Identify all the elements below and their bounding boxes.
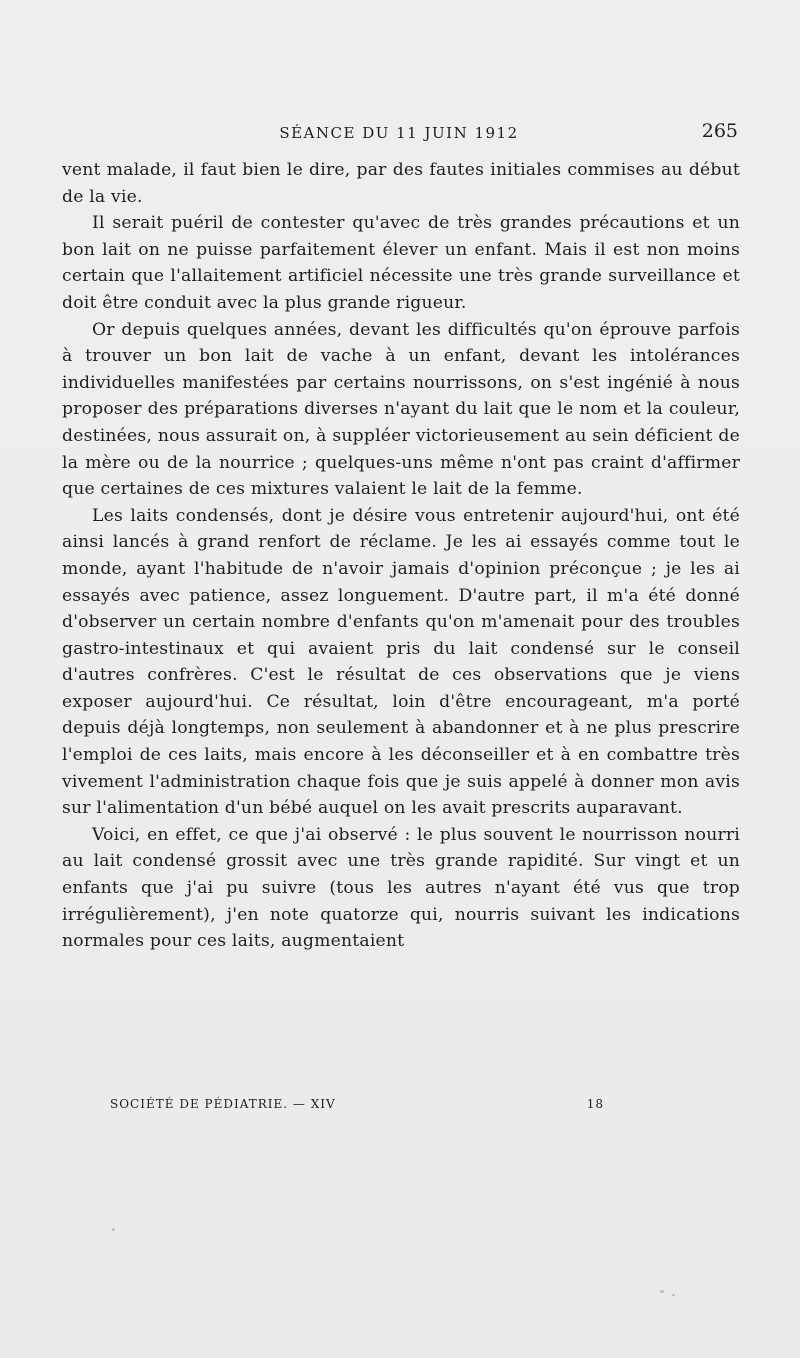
body-text <box>62 157 740 955</box>
paper-speck <box>672 1294 675 1296</box>
printer-signature: SOCIÉTÉ DE PÉDIATRIE. — XIV <box>110 1097 336 1111</box>
paper-speck <box>660 1290 664 1293</box>
running-title: SÉANCE DU 11 JUIN 1912 <box>279 124 519 142</box>
paper-speck <box>112 1228 115 1231</box>
paragraph: Il serait puéril de contester qu'avec de très grandes précautions et un bon lait on ne puisse parfaitement élever un enfant. Mais il est non moins certain que l'allaitement artificiel nécessite une très grande surveillance et doit être conduit avec la plus grande rigueur. <box>62 213 740 313</box>
page-number: 265 <box>701 120 738 142</box>
paragraph: Voici, en effet, ce que j'ai observé : le plus souvent le nourrisson nourri au lait condensé grossit avec une très grande rapidité. Sur vingt et un enfants que j'ai pu suivre (tous les autres n'ayant été vus que trop irrégulièrement), j'en note quatorze qui, nourris suivant les indications normales pour ces laits, augmentaient <box>62 824 740 952</box>
signature-mark: 18 <box>586 1097 604 1111</box>
paragraph-continuation: vent malade, il faut bien le dire, par des fautes initiales commises au début de la vie. <box>62 160 740 207</box>
page-footer <box>110 1097 604 1117</box>
paragraph: Les laits condensés, dont je désire vous entretenir aujourd'hui, ont été ainsi lancés à grand renfort de réclame. Je les ai essayés comme tout le monde, ayant l'habitude de n'avoir jamais d'opinion préconçue ; je les ai essayés avec patience, assez longuement. D'autre part, il m'a été donné d'observer un certain nombre d'enfants qu'on m'amenait pour des troubles gastro-intestinaux et qui avaient pris du lait condensé sur le conseil d'autres confrères. C'est le résultat de ces observations que je viens exposer aujourd'hui. Ce résultat, loin d'être encourageant, m'a porté depuis déjà longtemps, non seulement à abandonner et à ne plus prescrire l'emploi de ces laits, mais encore à les déconseiller et à en combattre très vivement l'administration chaque fois que je suis appelé à donner mon avis sur l'alimentation d'un bébé auquel on les avait prescrits auparavant. <box>62 505 740 819</box>
running-head <box>60 120 738 146</box>
paragraph: Or depuis quelques années, devant les difficultés qu'on éprouve parfois à trouver un bon lait de vache à un enfant, devant les intolérances individuelles manifestées par certains nourrissons, on s'est ingénié à nous proposer des préparations diverses n'ayant du lait que le nom et la couleur, destinées, nous assurait on, à suppléer victorieusement au sein déficient de la mère ou de la nourrice ; quelques-uns même n'ont pas craint d'affirmer que certaines de ces mixtures valaient le lait de la femme. <box>62 319 740 500</box>
